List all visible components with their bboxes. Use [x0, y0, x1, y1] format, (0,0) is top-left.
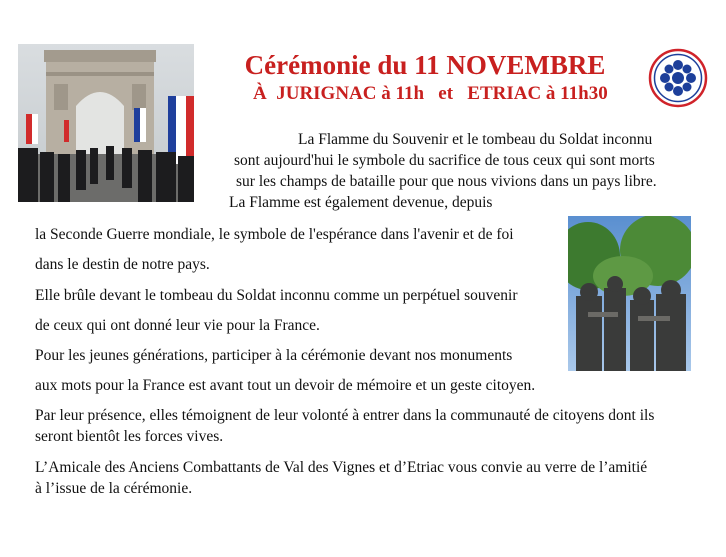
text-line: seront bientôt les forces vives. — [35, 428, 224, 445]
arc-de-triomphe-photo — [18, 44, 194, 202]
text-line: Elle brûle devant le tombeau du Soldat inconnu comme un perpétuel souvenir — [35, 287, 518, 304]
text-line: dans le destin de notre pays. — [35, 256, 210, 273]
soldier-statues-photo — [568, 216, 691, 371]
text-line: de ceux qui ont donné leur vie pour la France. — [35, 317, 320, 334]
text-line: L’Amicale des Anciens Combattants de Val des Vignes et d’Etriac vous convie au verre de l’amitié — [35, 459, 648, 476]
text-line: Par leur présence, elles témoignent de leur volonté à entrer dans la communauté de citoyens dont ils — [35, 407, 655, 424]
text-line: aux mots pour la France est avant tout un devoir de mémoire et un geste citoyen. — [35, 377, 536, 394]
page-subtitle: À JURIGNAC à 11h et ETRIAC à 11h30 — [253, 83, 608, 104]
text-line: La Flamme est également devenue, depuis — [229, 194, 493, 211]
text-line: La Flamme du Souvenir et le tombeau du Soldat inconnu — [298, 131, 653, 148]
text-line: Pour les jeunes générations, participer à la cérémonie devant nos monuments — [35, 347, 513, 364]
text-line: à l’issue de la cérémonie. — [35, 480, 193, 497]
text-line: la Seconde Guerre mondiale, le symbole de l'espérance dans l'avenir et de foi — [35, 226, 514, 243]
text-line: sur les champs de bataille pour que nous vivions dans un pays libre. — [236, 173, 657, 190]
cornflower-emblem-icon — [648, 48, 708, 108]
page-title: Cérémonie du 11 NOVEMBRE — [244, 50, 606, 80]
text-line: sont aujourd'hui le symbole du sacrifice de tous ceux qui sont morts — [234, 152, 655, 169]
